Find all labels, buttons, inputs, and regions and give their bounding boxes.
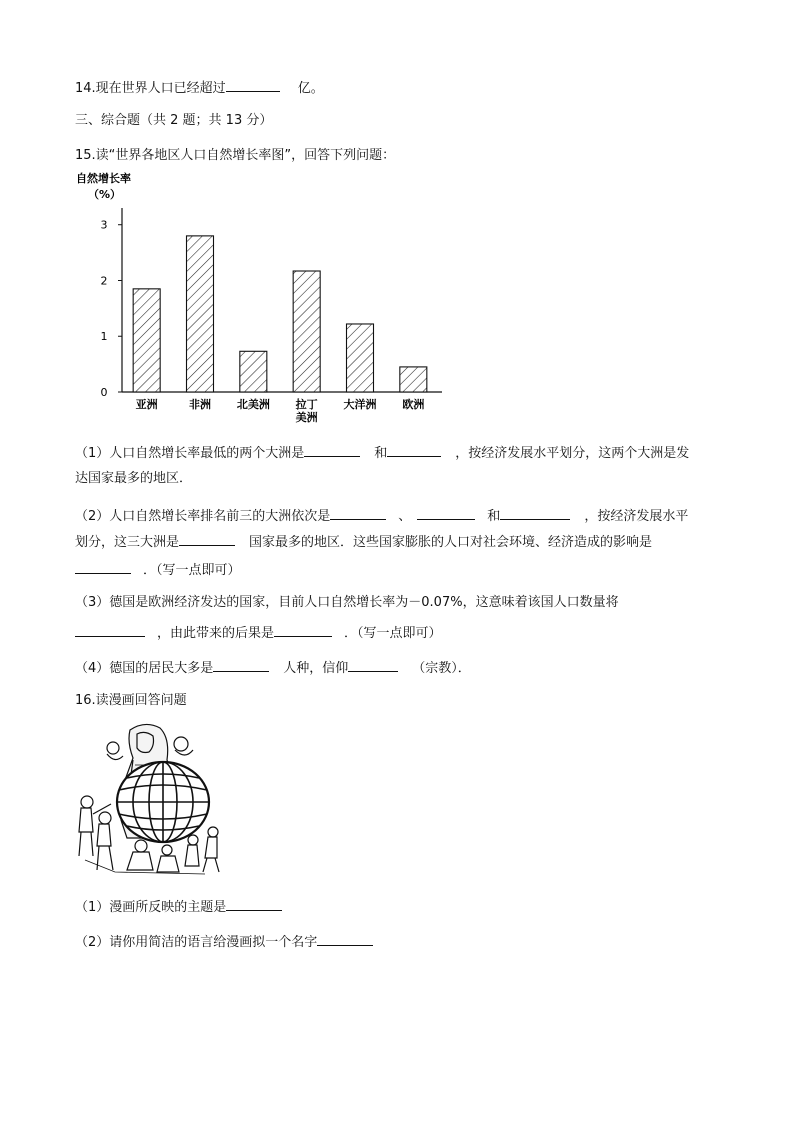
bar-chart-svg (72, 168, 452, 430)
q15-p3-line1: （3）德国是欧洲经济发达的国家，目前人口自然增长率为－0.07%，这意味着该国人口数量将 (75, 595, 619, 610)
bar-欧洲 (400, 367, 427, 392)
q15-p2-text: （2）人口自然增长率排名前三的大洲依次是 (75, 509, 331, 524)
q15-p1-text: （1）人口自然增长率最低的两个大洲是 (75, 446, 305, 461)
bar-拉丁美洲 (293, 271, 320, 392)
x-tick-label: 亚洲 (135, 398, 158, 411)
population-growth-chart (72, 168, 452, 430)
q16-p1-text: （1）漫画所反映的主题是 (75, 900, 227, 915)
q15-p3-text2: ，由此带来的后果是 (157, 626, 275, 641)
q14-text: 14.现在世界人口已经超过 (75, 81, 226, 96)
bar-亚洲 (133, 289, 160, 392)
q15-p2-blank1[interactable] (330, 505, 386, 520)
q15-p2-blank2[interactable] (417, 505, 475, 520)
x-tick-label: 美洲 (295, 411, 318, 424)
q15-p3-blank2[interactable] (274, 622, 332, 637)
q15-p2-line2 (75, 531, 652, 552)
y-tick-label: 1 (100, 330, 108, 344)
q16-intro: 16.读漫画回答问题 (75, 693, 187, 708)
q15-p2-text3: 划分，这三大洲是 (75, 535, 180, 550)
y-tick-label: 2 (100, 274, 108, 288)
q14-line (75, 77, 324, 98)
q15-p1-line2: 达国家最多的地区． (75, 471, 193, 486)
q16-p2-blank[interactable] (317, 931, 373, 946)
q15-p1-text2: ，按经济发展水平划分，这两个大洲是发 (455, 446, 690, 461)
q16-p1-line (75, 896, 282, 917)
q15-p3-blank1[interactable] (75, 622, 145, 637)
q16-p2-text: （2）请你用简洁的语言给漫画拟一个名字 (75, 935, 318, 950)
cartoon-image (75, 720, 225, 880)
cartoon-mother-globe-illustration (75, 720, 225, 880)
q15-p4-line (75, 657, 471, 678)
q15-p1-blank2[interactable] (387, 442, 441, 457)
q15-p1-line1 (75, 442, 689, 463)
q15-p2-sep: 、 (398, 509, 412, 524)
q15-p2-blank4[interactable] (179, 531, 235, 546)
y-tick-label: 0 (100, 386, 108, 399)
y-axis-unit: （%） (88, 188, 122, 201)
q15-p2-text5: ．（写一点即可） (143, 563, 241, 578)
bar-非洲 (187, 236, 214, 392)
x-tick-label: 北美洲 (236, 398, 270, 411)
q15-p4-blank2[interactable] (348, 657, 398, 672)
q16-p2-line (75, 931, 373, 952)
y-axis-label: 自然增长率 (76, 172, 131, 185)
y-tick-label: 3 (100, 218, 108, 232)
q15-p4-text: （4）德国的居民大多是 (75, 661, 214, 676)
x-tick-label: 欧洲 (402, 398, 425, 411)
q15-p2-line1 (75, 505, 688, 526)
q15-p4-text3: （宗教）． (412, 661, 471, 676)
q14-unit: 亿。 (297, 81, 324, 96)
q15-p2-and: 和 (487, 509, 501, 524)
q15-p1-and: 和 (374, 446, 388, 461)
q15-p4-blank1[interactable] (213, 657, 269, 672)
q14-answer-blank[interactable] (226, 77, 280, 92)
q15-p2-text4: 国家最多的地区．这些国家膨胀的人口对社会环境、经济造成的影响是 (249, 535, 653, 550)
q15-p2-line3 (75, 559, 241, 580)
q15-p3-line2 (75, 622, 442, 643)
q15-p2-blank5[interactable] (75, 559, 131, 574)
x-tick-label: 拉丁 (295, 398, 318, 411)
bar-大洋洲 (347, 324, 374, 392)
q15-p3-text3: ．（写一点即可） (344, 626, 442, 641)
q15-p1-blank1[interactable] (304, 442, 360, 457)
section-title: 三、综合题（共 2 题；共 13 分） (75, 113, 273, 128)
q16-p1-blank[interactable] (226, 896, 282, 911)
x-tick-label: 非洲 (189, 398, 211, 411)
q15-p4-text2: 人种，信仰 (283, 661, 349, 676)
q15-p2-text2: ，按经济发展水平 (584, 509, 689, 524)
q15-p2-blank3[interactable] (500, 505, 570, 520)
bar-北美洲 (240, 351, 267, 392)
x-tick-label: 大洋洲 (343, 398, 377, 411)
q15-intro: 15.读“世界各地区人口自然增长率图”，回答下列问题： (75, 148, 396, 163)
